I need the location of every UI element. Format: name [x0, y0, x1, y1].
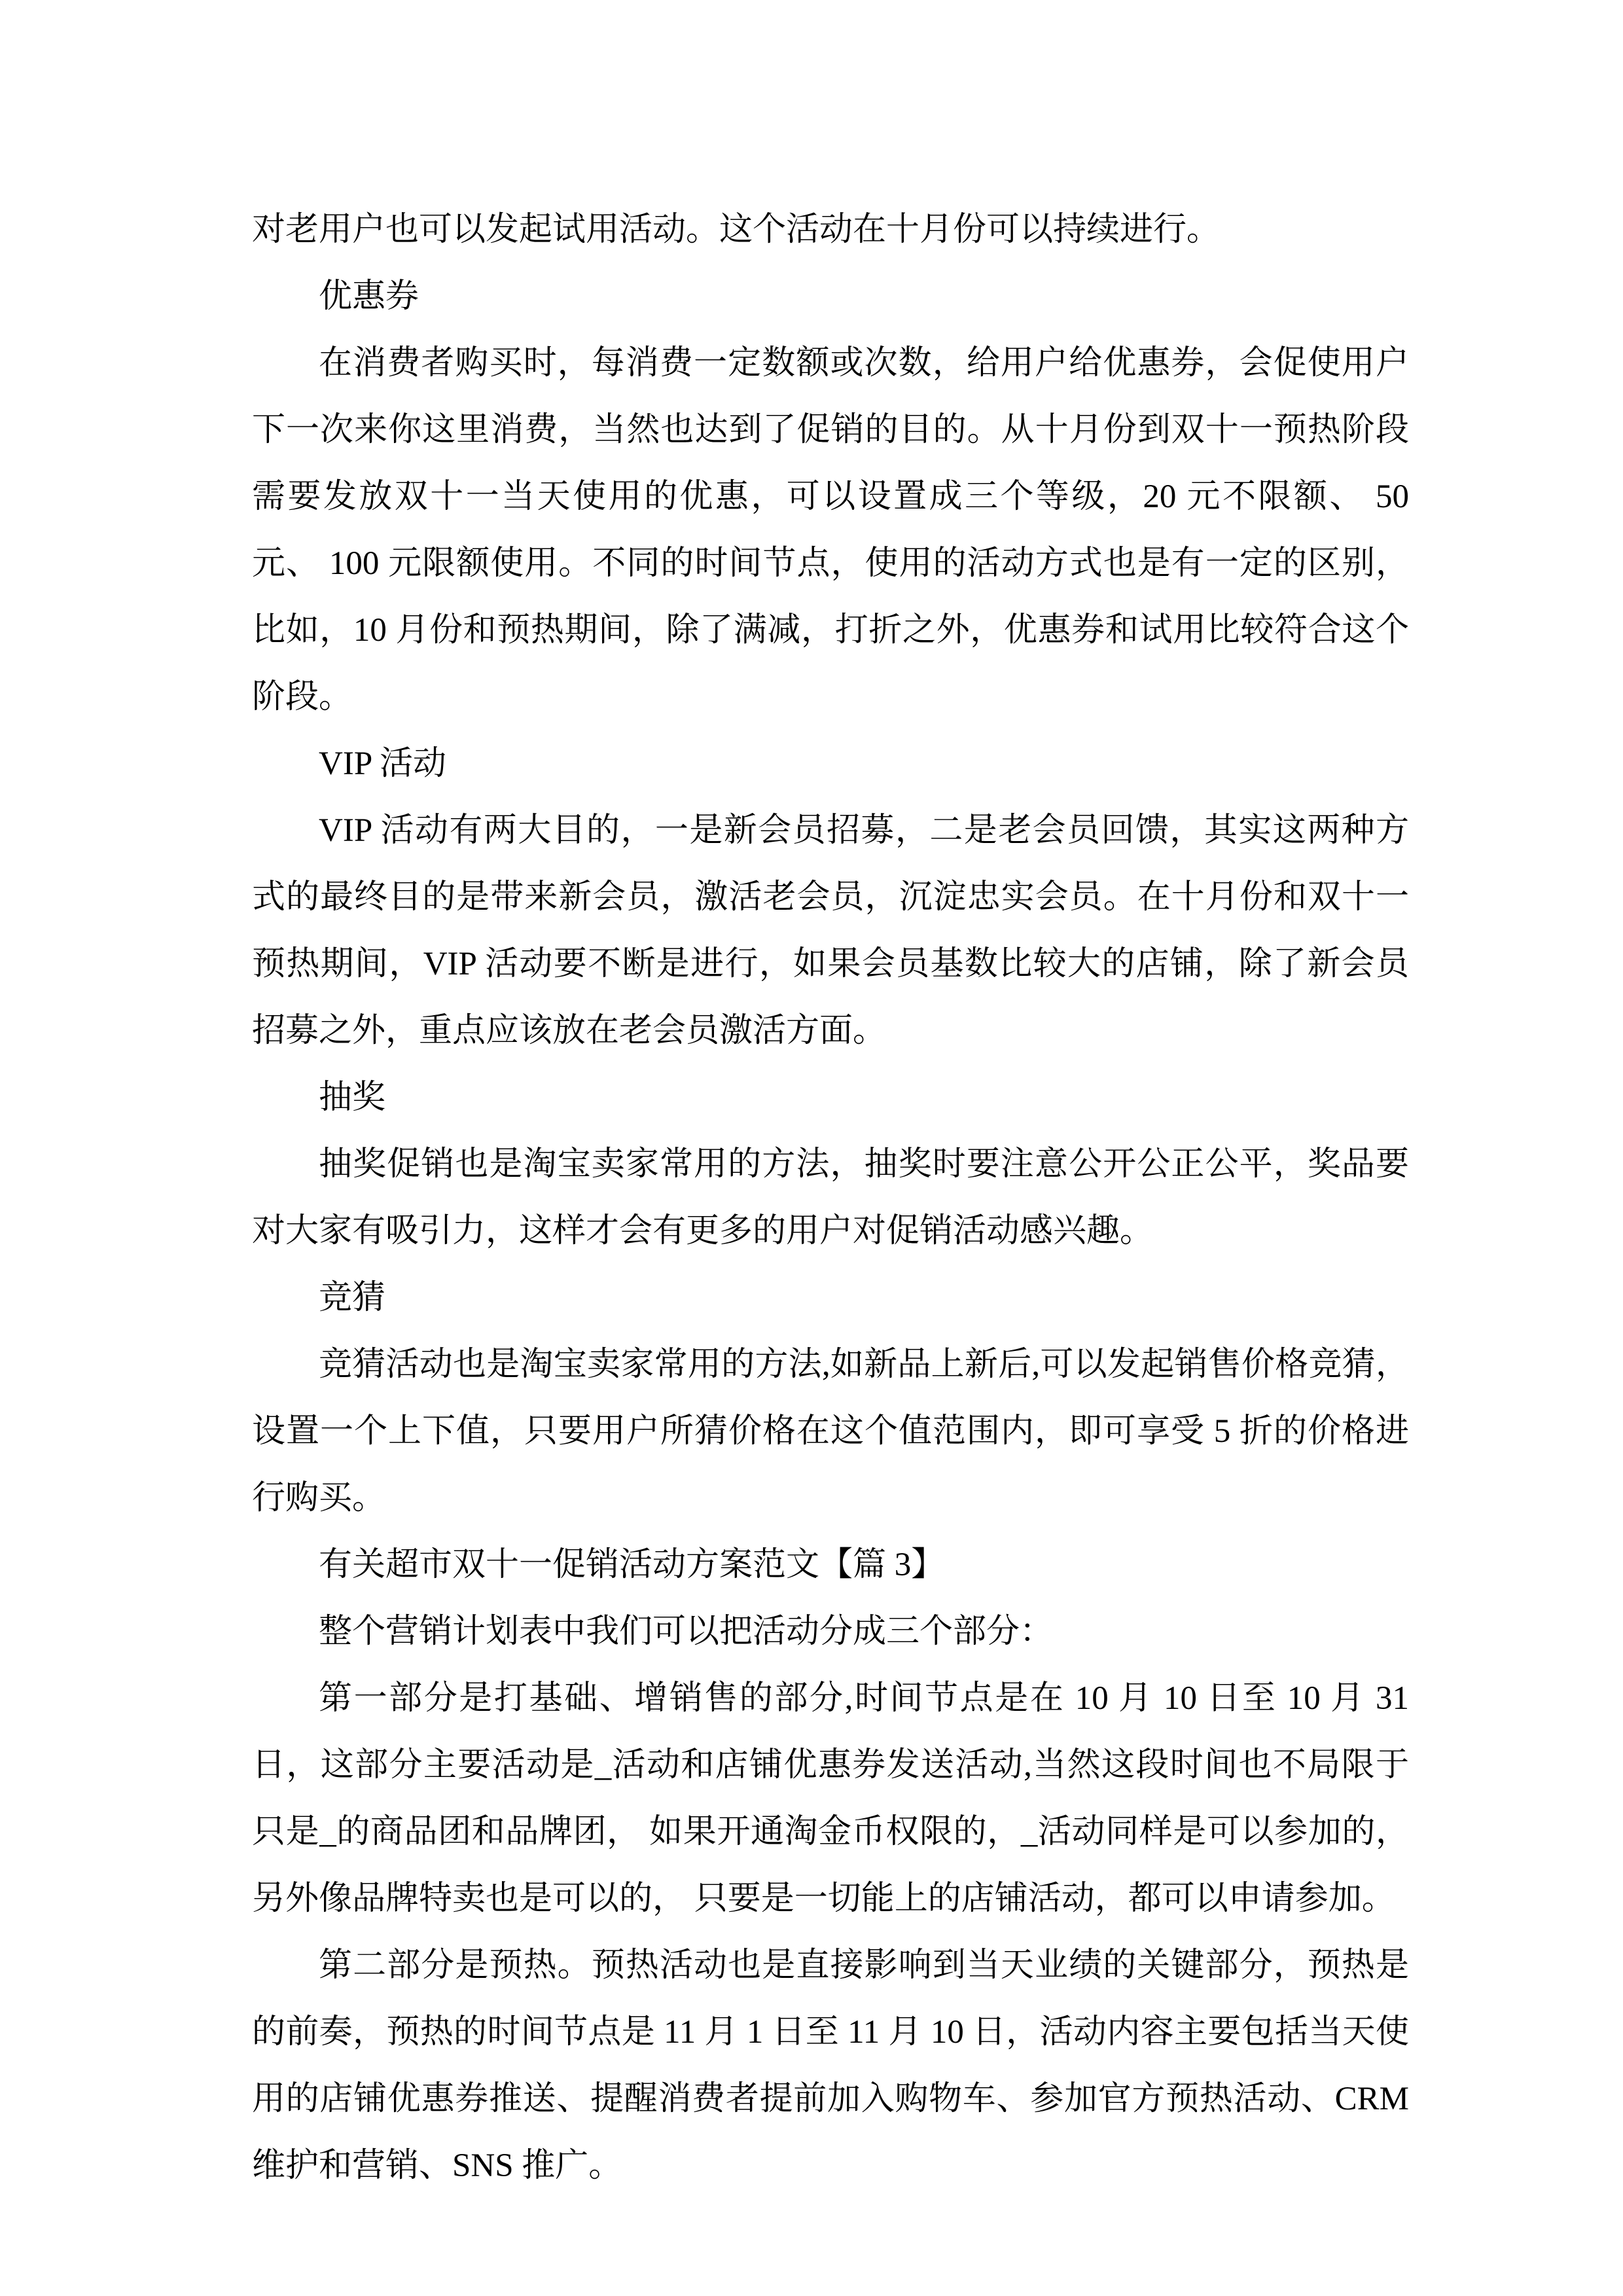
paragraph: 有关超市双十一促销活动方案范文【篇 3】 [319, 1547, 945, 1583]
paragraph: 竞猜活动也是淘宝卖家常用的方法,如新品上新后,可以发起销售价格竞猜，设置一个上下值，只要用户所猜价格在这个值范围内，即可享受 5 折的价格进行购买。 [252, 1346, 1409, 1516]
paragraph: 竞猜 [319, 1280, 386, 1316]
paragraph: 第一部分是打基础、增销售的部分,时间节点是在 10 月 10 日至 10 月 31 日，这部分主要活动是_活动和店铺优惠券发送活动,当然这段时间也不局限于只是_的商品团和品牌团， 如果开通淘金币权限的，_活动同样是可以参加的，另外像品牌特卖也是可以的， 只要是一切能上的店铺活动，都可以申请参加。 [252, 1680, 1409, 1917]
paragraph: 优惠券 [319, 278, 419, 315]
document-body [252, 196, 1409, 2199]
paragraph: 整个营销计划表中我们可以把活动分成三个部分： [319, 1613, 1054, 1650]
paragraph: 第二部分是预热。预热活动也是直接影响到当天业绩的关键部分，预热是的前奏，预热的时间节点是 11 月 1 日至 11 月 10 日，活动内容主要包括当天使用的店铺优惠券推送、提醒消费者提前加入购物车、参加官方预热活动、CRM 维护和营销、SNS 推广。 [252, 1947, 1409, 2184]
paragraph: 对老用户也可以发起试用活动。这个活动在十月份可以持续进行。 [252, 211, 1221, 248]
paragraph: 抽奖促销也是淘宝卖家常用的方法，抽奖时要注意公开公正公平，奖品要对大家有吸引力，这样才会有更多的用户对促销活动感兴趣。 [252, 1146, 1409, 1249]
paragraph: 在消费者购买时，每消费一定数额或次数，给用户给优惠券，会促使用户下一次来你这里消费，当然也达到了促销的目的。从十月份到双十一预热阶段需要发放双十一当天使用的优惠，可以设置成三个等级，20 元不限额、 50 元、 100 元限额使用。不同的时间节点，使用的活动方式也是有一定的区别，比如，10 月份和预热期间，除了满减，打折之外，优惠券和试用比较符合这个阶段。 [252, 345, 1409, 715]
paragraph: VIP 活动 [319, 745, 447, 782]
paragraph: 抽奖 [319, 1079, 386, 1116]
paragraph: VIP 活动有两大目的，一是新会员招募，二是老会员回馈，其实这两种方式的最终目的是带来新会员，激活老会员，沉淀忠实会员。在十月份和双十一预热期间，VIP 活动要不断是进行，如果会员基数比较大的店铺，除了新会员招募之外，重点应该放在老会员激活方面。 [252, 812, 1409, 1049]
